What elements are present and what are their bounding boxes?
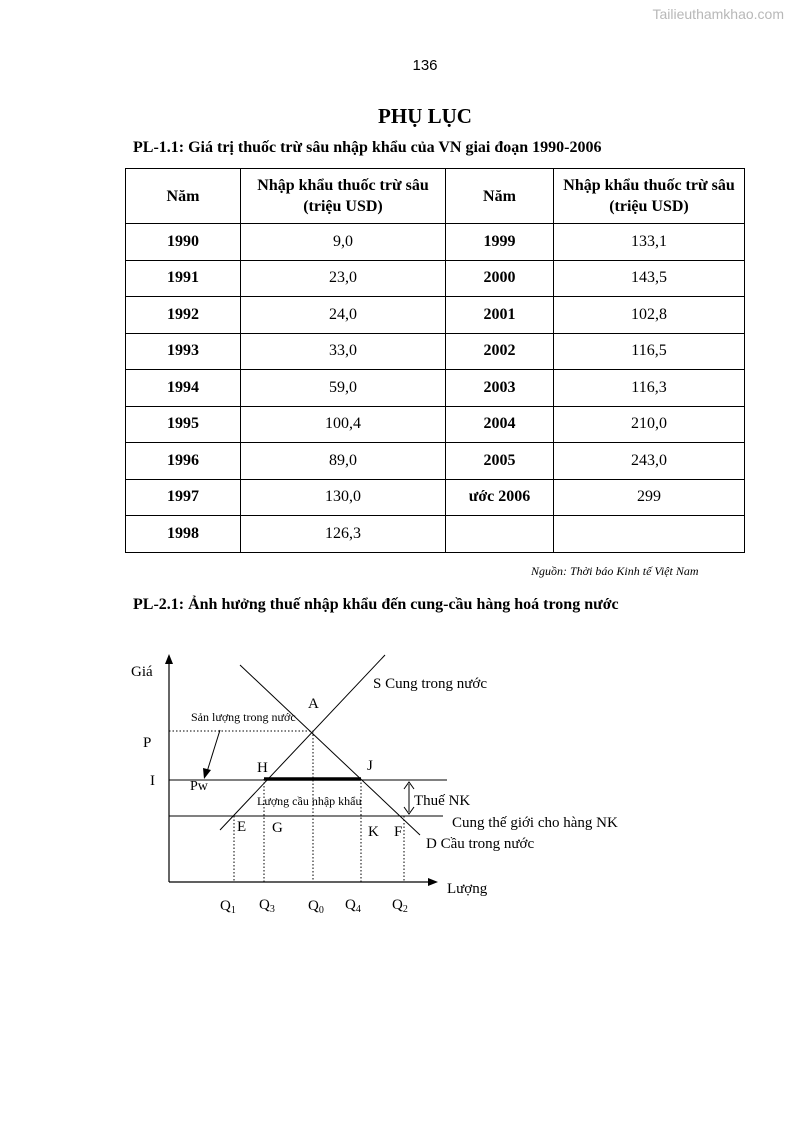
label-pw: Pw <box>190 779 208 794</box>
table-row <box>126 479 745 516</box>
output-pointer-arrow-icon <box>206 730 220 775</box>
value-cell: 23,0 <box>241 260 446 297</box>
year-cell: ước 2006 <box>446 479 554 516</box>
table-row <box>126 406 745 443</box>
value-cell: 116,3 <box>554 370 745 407</box>
table-row <box>126 224 745 261</box>
value-cell: 126,3 <box>241 516 446 553</box>
value-cell: 116,5 <box>554 333 745 370</box>
import-table <box>125 168 745 553</box>
table-row <box>126 370 745 407</box>
table-heading: PL-1.1: Giá trị thuốc trừ sâu nhập khẩu của VN giai đoạn 1990-2006 <box>133 139 602 156</box>
value-cell: 299 <box>554 479 745 516</box>
label-h: H <box>257 760 268 776</box>
table-header-row <box>126 169 745 224</box>
tariff-label: Thuế NK <box>414 793 471 809</box>
year-cell: 1994 <box>126 370 241 407</box>
value-cell: 89,0 <box>241 443 446 480</box>
header-year-2: Năm <box>446 169 554 224</box>
year-cell: 1996 <box>126 443 241 480</box>
table-row <box>126 443 745 480</box>
year-cell: 1991 <box>126 260 241 297</box>
value-cell: 130,0 <box>241 479 446 516</box>
year-cell: 2001 <box>446 297 554 334</box>
table-source: Nguồn: Thời báo Kinh tế Việt Nam <box>531 564 699 578</box>
year-cell: 1998 <box>126 516 241 553</box>
year-cell: 2002 <box>446 333 554 370</box>
year-cell: 1997 <box>126 479 241 516</box>
label-e: E <box>237 819 247 835</box>
output-pointer-arrowhead-icon <box>203 768 211 779</box>
world-supply-label: Cung thế giới cho hàng NK <box>452 815 618 831</box>
label-a: A <box>308 696 319 712</box>
year-cell: 2000 <box>446 260 554 297</box>
value-cell: 210,0 <box>554 406 745 443</box>
q4-label: $Q_4$ <box>345 897 361 915</box>
domestic-output-label: Sản lượng trong nước <box>191 710 296 724</box>
table-row <box>126 297 745 334</box>
header-value-2: Nhập khẩu thuốc trừ sâu (triệu USD) <box>554 169 745 224</box>
year-cell: 1999 <box>446 224 554 261</box>
year-cell: 2004 <box>446 406 554 443</box>
label-i: I <box>150 773 155 789</box>
year-cell: 1995 <box>126 406 241 443</box>
table-row <box>126 333 745 370</box>
label-g: G <box>272 820 283 836</box>
supply-demand-diagram <box>0 640 794 940</box>
year-cell <box>446 516 554 553</box>
label-k: K <box>368 824 379 840</box>
value-cell: 33,0 <box>241 333 446 370</box>
value-cell: 59,0 <box>241 370 446 407</box>
value-cell: 24,0 <box>241 297 446 334</box>
table-row <box>126 260 745 297</box>
table-row <box>126 516 745 553</box>
value-cell: 100,4 <box>241 406 446 443</box>
x-axis-arrow-icon <box>428 878 438 886</box>
label-j: J <box>367 758 373 774</box>
page-title: PHỤ LỤC <box>378 104 472 128</box>
q0-label: $Q_0$ <box>308 898 324 916</box>
year-cell: 2003 <box>446 370 554 407</box>
header-value-1: Nhập khẩu thuốc trừ sâu (triệu USD) <box>241 169 446 224</box>
year-cell: 1990 <box>126 224 241 261</box>
diagram-heading: PL-2.1: Ảnh hưởng thuế nhập khẩu đến cung-cầu hàng hoá trong nước <box>133 596 619 613</box>
year-cell: 1993 <box>126 333 241 370</box>
y-axis-label: Giá <box>131 664 153 680</box>
label-p: P <box>143 735 152 751</box>
watermark: Tailieuthamkhao.com <box>652 6 784 22</box>
label-f: F <box>394 824 403 840</box>
value-cell: 133,1 <box>554 224 745 261</box>
y-axis-arrow-icon <box>165 654 173 664</box>
import-demand-label: Lượng cầu nhập khẩu <box>257 794 362 808</box>
year-cell: 2005 <box>446 443 554 480</box>
value-cell: 9,0 <box>241 224 446 261</box>
value-cell: 102,8 <box>554 297 745 334</box>
x-axis-label: Lượng <box>447 881 488 897</box>
header-year-1: Năm <box>126 169 241 224</box>
year-cell: 1992 <box>126 297 241 334</box>
value-cell: 143,5 <box>554 260 745 297</box>
value-cell: 243,0 <box>554 443 745 480</box>
value-cell <box>554 516 745 553</box>
demand-curve-label: D Cầu trong nước <box>426 836 535 852</box>
q2-label: $Q_2$ <box>392 897 408 915</box>
q3-label: $Q_3$ <box>259 897 275 915</box>
supply-curve-label: S Cung trong nước <box>373 676 487 692</box>
q1-label: $Q_1$ <box>220 898 236 916</box>
page-number: 136 <box>412 57 438 74</box>
